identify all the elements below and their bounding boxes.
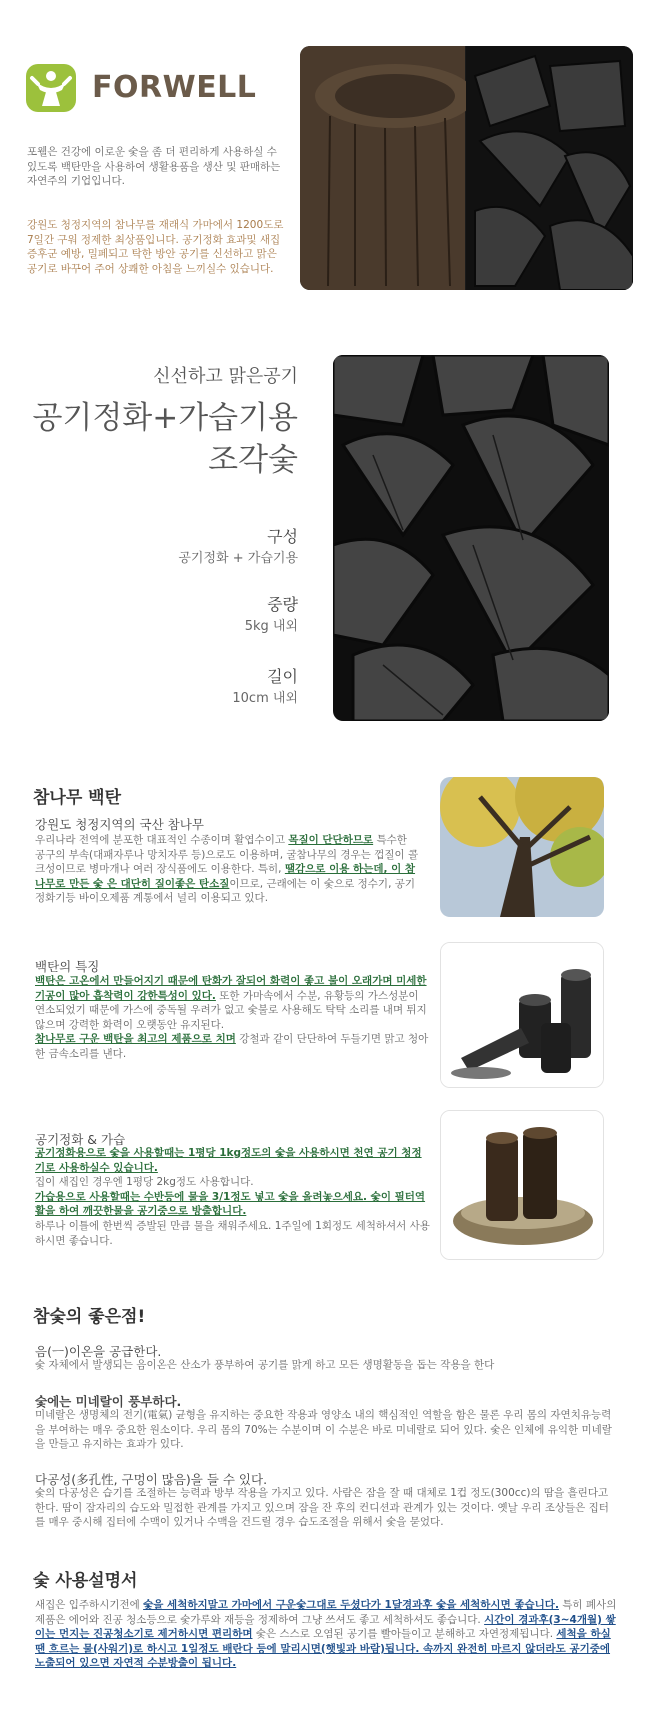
spec-label-composition: 구성	[267, 527, 298, 546]
charcoal-sticks-photo	[440, 942, 604, 1088]
purify-paragraph: 공기정화용으로 숯을 사용할때는 1평당 1kg정도의 숯을 사용하시면 천연 공기 청정기로 사용하실수 있습니다. 집이 새집인 경우엔 1평당 2kg정도 사용합니다. 가습용으로 사용할때는 수반등에 물을 3/1정도 넣고 숯을 올려놓으세요. 숯이 필터역활을 하여 깨끗한물을 공기중으로 방출합니다. 하루나 이틀에 한번씩 증발된 만큼 물을 채워주세요. 1주일에 1회정도 세척하셔서 사용하시면 좋습니다.	[35, 1147, 430, 1247]
spec-value-composition: 공기정화 + 가습기용	[178, 551, 298, 566]
usage-paragraph: 새집은 입주하시기전에 숯을 세척하지말고 가마에서 구운숯그대로 두셨다가 1달경과후 숯을 세척하시면 좋습니다. 특히 폐사의 제품은 에어와 진공 청소등으로 숯가루와 재등을 정제하여 그냥 쓰셔도 좋고 세척하셔도 좋습니다. 시간이 경과후(3~4개월) 쌓이는 먼지는 진공청소기로 제거하시면 편리하며 숯은 스스로 오염된 공기를 빨아들이고 분해하고 자연정제됩니다. 세척을 하실땐 흐르는 물(사워기)로 하시고 1일정도 배란다 등에 말리시면(햇빛과 바람)됩니다. 속까지 완전히 마르지 않더라도 공기중에 노출되어 있으면 자연적 수분방출이 됩니다.	[35, 1599, 617, 1670]
intro-paragraph-2: 강원도 청정지역의 참나무를 재래식 가마에서 1200도로 7일간 구워 정제한 최상품입니다. 공기정화 효과및 새집증후군 예방, 밀페되고 탁한 방안 공기를 신선하고 맑은 공기로 바꾸어 주어 상쾌한 아침을 느끼실수 있습니다.	[27, 219, 284, 275]
charcoal-features-paragraph: 백탄은 고온에서 만들어지기 때문에 탄화가 잘되어 화력이 좋고 불이 오래가며 미세한 기공이 많아 흡착력이 강한특성이 있다. 또한 가마속에서 수분, 유황등의 가스성분이 연소되었기 때문에 가스에 중독될 우려가 없고 숯불로 사용해도 탁탁 소리를 내며 튀지 않으며 강력한 화력이 오랫동안 유지된다. 참나무로 구운 백탄을 최고의 제품으로 치며 강철과 같이 단단하여 두들기면 맑고 청아한 금속소리를 낸다.	[35, 975, 429, 1060]
spec-value-weight: 5kg 내외	[244, 619, 298, 634]
product-title-line-2: 조각숯	[208, 442, 298, 478]
benefit-2-body: 미네랄은 생명체의 전기(電氣) 균형을 유지하는 중요한 작용과 영양소 내의 핵심적인 역할을 함은 물론 우리 몸의 자연치유능력을 부여하는 매우 중요한 원소이다. 우리 몸의 70%는 수분이며 이 수분은 바로 미네랄로 되어 있다. 숯은 인체에 유익한 미네랄을 만들고 유지하는 효과가 있다.	[35, 1409, 612, 1451]
purify-title: 공기정화 & 가습	[35, 1132, 126, 1147]
product-title-line-1: 공기정화+가습기용	[32, 400, 298, 436]
benefit-1-title: 음(ㅡ)이온을 공급한다.	[35, 1344, 162, 1359]
brand-name: FORWELL	[92, 70, 257, 105]
product-title	[18, 397, 298, 481]
oak-paragraph: 우리나라 전역에 분포한 대표적인 수종이며 활엽수이고 목질이 단단하므로 특수한 공구의 부속(대패자루나 망치자루 등)으로도 이용하며, 굴참나무의 경우는 껍질이 콜크성이므로 병마개나 여러 장식품에도 이용한다. 특히, 땔감으로 이용 하는데, 이 참나무로 만든 숯 은 대단히 질이좋은 탄소질이므로, 근래에는 이 숯으로 정수기, 공기정화기등 바이오제품 계통에서 널리 이용되고 있다.	[35, 834, 419, 905]
benefit-3-body: 숯의 다공성은 습기를 조절하는 능력과 방부 작용을 가지고 있다. 사람은 잠을 잘 때 대체로 1컵 정도(300cc)의 땀을 흘린다고 한다. 땀이 잠자리의 습도와 밀접한 관계를 가지고 있으며 잠을 잔 후의 컨디션과 관계가 있는 것이다. 옛날 우리 조상들은 집터를 매우 중시해 집터에 수맥이 있거나 수맥을 건드릴 경우 습도조절을 위해서 숯을 묻었다.	[35, 1487, 609, 1529]
product-subtitle: 신선하고 맑은공기	[153, 366, 298, 387]
oak-tree-photo	[440, 777, 604, 917]
section-title-usage: 숯 사용설명서	[33, 1571, 138, 1591]
charcoal-features-title: 백탄의 특징	[35, 959, 100, 974]
charcoal-bowl-photo	[440, 1110, 604, 1260]
benefit-1-body: 숯 자체에서 발생되는 음이온은 산소가 풍부하여 공기를 맑게 하고 모든 생명활동을 돕는 작용을 한다	[35, 1359, 495, 1371]
spec-label-weight: 중량	[267, 595, 298, 614]
brand-logo-icon	[26, 64, 76, 112]
spec-label-length: 길이	[267, 667, 298, 686]
spec-value-length: 10cm 내외	[232, 691, 298, 706]
benefit-2-title: 숯에는 미네랄이 풍부하다.	[35, 1394, 182, 1409]
section-title-benefits: 참숯의 좋은점!	[33, 1307, 146, 1327]
charcoal-pieces-photo	[333, 355, 609, 721]
charcoal-log-photo	[300, 46, 633, 290]
oak-subtitle: 강원도 청정지역의 국산 참나무	[35, 817, 204, 832]
benefit-3-title: 다공성(多孔性, 구멍이 많음)을 들 수 있다.	[35, 1472, 268, 1487]
intro-paragraph-1: 포웰은 건강에 이로운 숯을 좀 더 편리하게 사용하실 수 있도록 백탄만을 사용하여 생활용품을 생산 및 판매하는 자연주의 기업입니다.	[27, 146, 281, 188]
section-title-oak: 참나무 백탄	[33, 788, 122, 808]
